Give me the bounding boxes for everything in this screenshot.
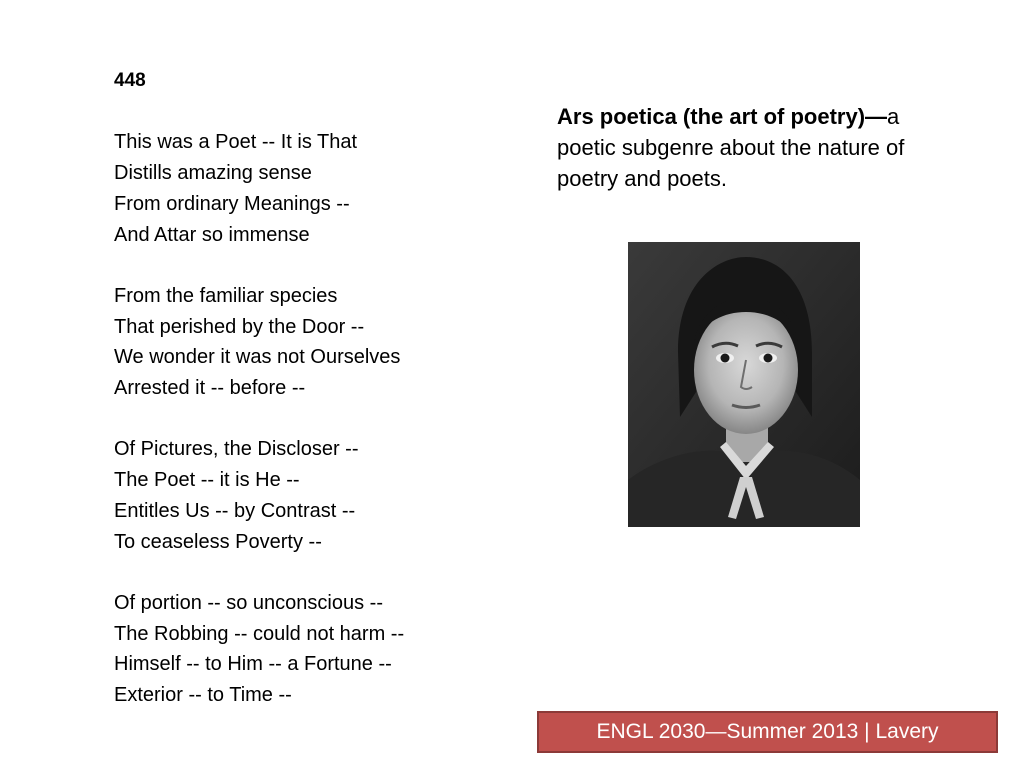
poem-line: Distills amazing sense bbox=[114, 162, 312, 185]
stanza-4 bbox=[114, 588, 514, 711]
poem-line: To ceaseless Poverty -- bbox=[114, 530, 322, 553]
poem-line: That perished by the Door -- bbox=[114, 315, 365, 338]
portrait-photo bbox=[628, 242, 860, 527]
definition-term: Ars poetica (the art of poetry)— bbox=[557, 104, 888, 129]
stanza-2 bbox=[114, 281, 514, 404]
definition bbox=[557, 101, 917, 194]
poem-line: The Robbing -- could not harm -- bbox=[114, 622, 405, 645]
poem-line: The Poet -- it is He -- bbox=[114, 469, 300, 492]
poem-line: From ordinary Meanings -- bbox=[114, 192, 350, 215]
stanza-3 bbox=[114, 434, 514, 557]
poem-line: We wonder it was not Ourselves bbox=[114, 346, 401, 369]
poem-line: From the familiar species bbox=[114, 284, 338, 307]
poem-line: Exterior -- to Time -- bbox=[114, 684, 292, 706]
stanza-1 bbox=[114, 127, 514, 250]
poem-line: Of portion -- so unconscious -- bbox=[114, 591, 383, 614]
definition-text: a poetic subgenre about the nature of poetry and poets. bbox=[557, 104, 905, 191]
poem-line: Of Pictures, the Discloser -- bbox=[114, 438, 359, 461]
course-footer: ENGL 2030—Summer 2013 | Lavery bbox=[537, 711, 998, 753]
poem-line: This was a Poet -- It is That bbox=[114, 131, 358, 154]
poem-line: Entitles Us -- by Contrast -- bbox=[114, 499, 356, 522]
poem bbox=[114, 66, 514, 711]
poem-line: And Attar so immense bbox=[114, 223, 310, 246]
poem-line: Arrested it -- before -- bbox=[114, 377, 306, 399]
poem-line: Himself -- to Him -- a Fortune -- bbox=[114, 653, 392, 676]
poem-number: 448 bbox=[114, 70, 146, 91]
